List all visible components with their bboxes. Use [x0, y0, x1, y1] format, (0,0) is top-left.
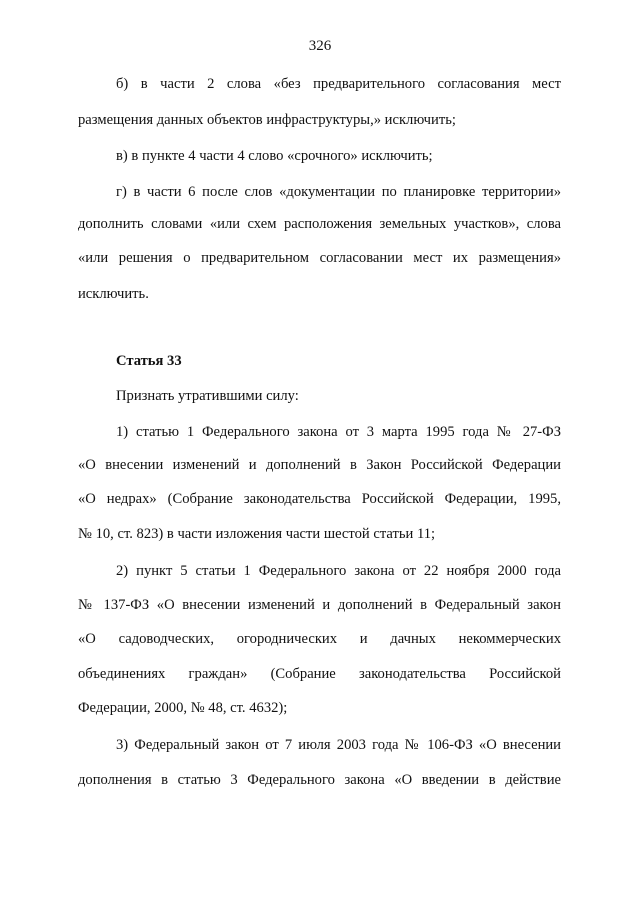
text-line: «О недрах» (Собрание законодательства Российской Федерации, 1995,: [78, 491, 561, 507]
text-line: № 10, ст. 823) в части изложения части шестой статьи 11;: [78, 526, 436, 542]
article-heading: Статья 33: [116, 353, 182, 369]
text-line: дополнения в статью 3 Федерального закона «О введении в действие: [78, 772, 561, 788]
text-line: 2) пункт 5 статьи 1 Федерального закона от 22 ноября 2000 года: [116, 563, 561, 579]
page-number: 326: [308, 38, 332, 54]
text-line: г) в части 6 после слов «документации по планировке территории»: [116, 184, 561, 200]
text-line: 3) Федеральный закон от 7 июля 2003 года № 106-ФЗ «О внесении: [116, 737, 561, 753]
text-line: «или решения о предварительном согласовании мест их размещения»: [78, 250, 561, 266]
text-line: 1) статью 1 Федерального закона от 3 марта 1995 года № 27-ФЗ: [116, 424, 561, 440]
text-line: б) в части 2 слова «без предварительного согласования мест: [116, 76, 561, 92]
text-line: объединениях граждан» (Собрание законодательства Российской: [78, 666, 561, 682]
text-line: «О садоводческих, огороднических и дачных некоммерческих: [78, 631, 561, 647]
text-line: № 137-ФЗ «О внесении изменений и дополнений в Федеральный закон: [78, 597, 561, 613]
text-line: размещения данных объектов инфраструктуры,» исключить;: [78, 112, 456, 128]
text-line: «О внесении изменений и дополнений в Закон Российской Федерации: [78, 457, 561, 473]
text-line: дополнить словами «или схем расположения земельных участков», слова: [78, 216, 561, 232]
text-line: исключить.: [78, 286, 149, 302]
text-line: в) в пункте 4 части 4 слово «срочного» исключить;: [116, 148, 433, 164]
text-line: Федерации, 2000, № 48, ст. 4632);: [78, 700, 288, 716]
text-line: Признать утратившими силу:: [116, 388, 299, 404]
